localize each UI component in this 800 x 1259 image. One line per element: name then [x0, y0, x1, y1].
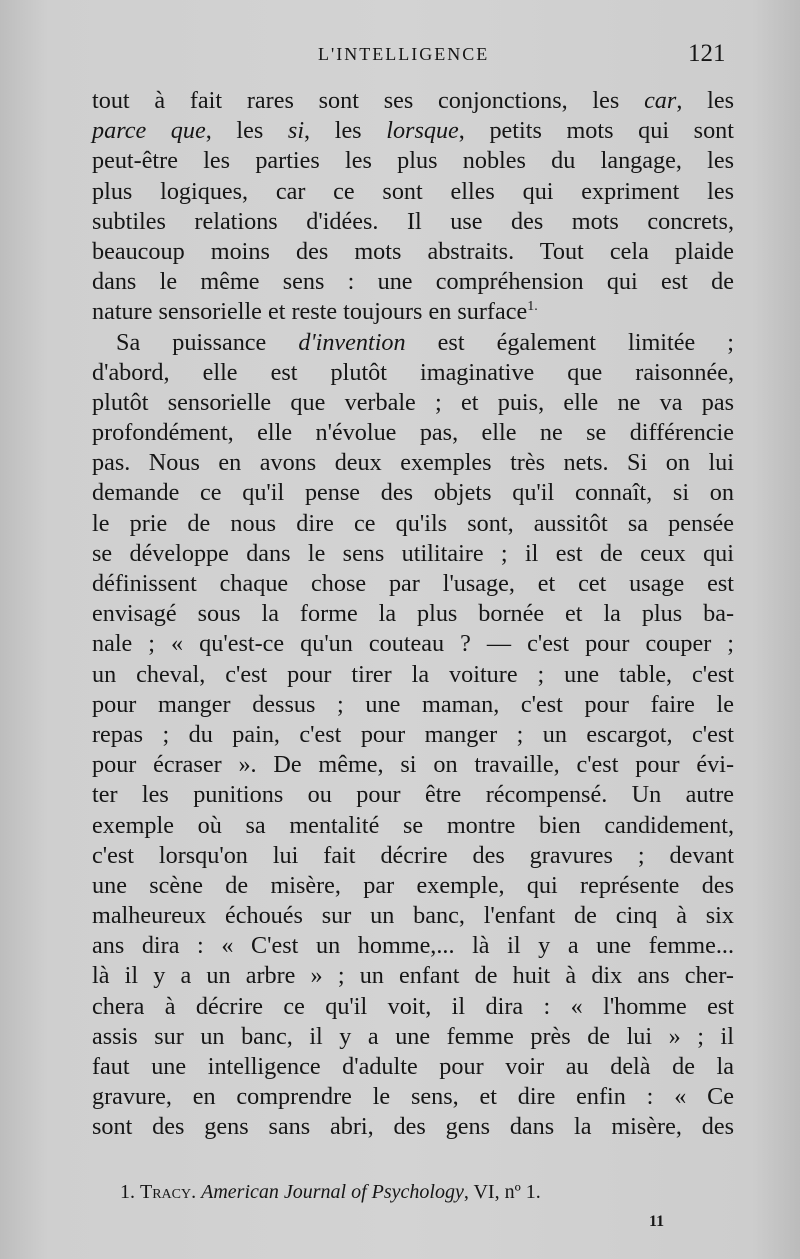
text-line: plutôt sensorielle que verbale ; et puis, elle ne va pas — [92, 388, 734, 416]
text-line: chera à décrire ce qu'il voit, il dira : « l'homme est — [92, 992, 734, 1020]
text-line: repas ; du pain, c'est pour manger ; un escargot, c'est — [92, 720, 734, 748]
text-line: subtiles relations d'idées. Il use des mots concrets, — [92, 207, 734, 235]
text-line: faut une intelligence d'adulte pour voir au delà de la — [92, 1053, 734, 1080]
text-line: sont des gens sans abri, des gens dans la misère, des — [92, 1113, 734, 1141]
footnote-rest: , VI, nº 1. — [463, 1181, 541, 1203]
text-line: ans dira : « C'est un homme,... là il y a une femme... — [92, 932, 734, 960]
page-header — [0, 40, 800, 70]
text-line: peut-être les parties les plus nobles du langage, les — [92, 147, 734, 175]
text-line: exemple où sa mentalité se montre bien candidement, — [92, 811, 734, 839]
signature-mark: 11 — [649, 1213, 665, 1230]
text-line: malheureux échoués sur un banc, l'enfant de cinq à six — [92, 902, 734, 930]
footnote-journal: American Journal of Psychology — [201, 1181, 464, 1203]
text-line: beaucoup moins des mots abstraits. Tout cela plaide — [92, 237, 734, 265]
text-line: ter les punitions ou pour être récompensé. Un autre — [92, 781, 734, 809]
text-line: le prie de nous dire ce qu'ils sont, aussitôt sa pensée — [92, 509, 734, 537]
text-line: pour écraser ». De même, si on travaille, c'est pour évi- — [92, 751, 734, 779]
text-line: nale ; « qu'est-ce qu'un couteau ? — c'est pour couper ; — [92, 630, 734, 658]
text-line: tout à fait rares sont ses conjonctions, les car, les — [92, 87, 734, 114]
text-segment: nature sensorielle et reste toujours en surface — [92, 298, 528, 326]
text-line: parce que, les si, les lorsque, petits mots qui sont — [92, 117, 734, 145]
italic-word: d'invention — [298, 328, 406, 356]
text-line: un cheval, c'est pour tirer la voiture ; une table, c'est — [92, 660, 734, 688]
text-line: profondément, elle n'évolue pas, elle ne se différencie — [92, 419, 734, 447]
text-line: d'abord, elle est plutôt imaginative que raisonnée, — [92, 358, 734, 386]
italic-word: parce que — [92, 117, 206, 145]
footnote-reference: 1. — [527, 299, 538, 315]
text-line: demande ce qu'il pense des objets qu'il connaît, si on — [92, 479, 734, 507]
body-text — [92, 86, 734, 1143]
page-number: 121 — [688, 40, 726, 67]
text-line: une scène de misère, par exemple, qui représente des — [92, 871, 734, 899]
text-line: définissent chaque chose par l'usage, et cet usage est — [92, 570, 734, 597]
text-line: dans le même sens : une compréhension qui est de — [92, 268, 734, 296]
text-line: envisagé sous la forme la plus bornée et la plus ba- — [92, 600, 734, 628]
running-head: L'INTELLIGENCE — [318, 44, 490, 64]
footnote — [120, 1181, 541, 1204]
text-line: pour manger dessus ; une maman, c'est pour faire le — [92, 690, 734, 718]
text-line: là il y a un arbre » ; un enfant de huit à dix ans cher- — [92, 962, 734, 990]
text-line: assis sur un banc, il y a une femme près de lui » ; il — [92, 1022, 734, 1050]
italic-word: lorsque — [386, 117, 459, 145]
text-line: gravure, en comprendre le sens, et dire enfin : « Ce — [92, 1083, 734, 1111]
italic-word: si — [287, 117, 305, 145]
italic-word: car — [644, 87, 677, 114]
text-line: c'est lorsqu'on lui fait décrire des gravures ; devant — [92, 841, 734, 869]
text-line: plus logiques, car ce sont elles qui expriment les — [92, 177, 734, 205]
text-line: se développe dans le sens utilitaire ; il est de ceux qui — [92, 539, 734, 567]
text-line — [92, 297, 734, 327]
text-line: pas. Nous en avons deux exemples très nets. Si on lui — [92, 449, 734, 477]
footnote-number: 1. — [120, 1181, 135, 1203]
footnote-author: Tracy. — [140, 1181, 197, 1203]
text-line: Sa puissance d'invention est également limitée ; — [116, 328, 734, 356]
